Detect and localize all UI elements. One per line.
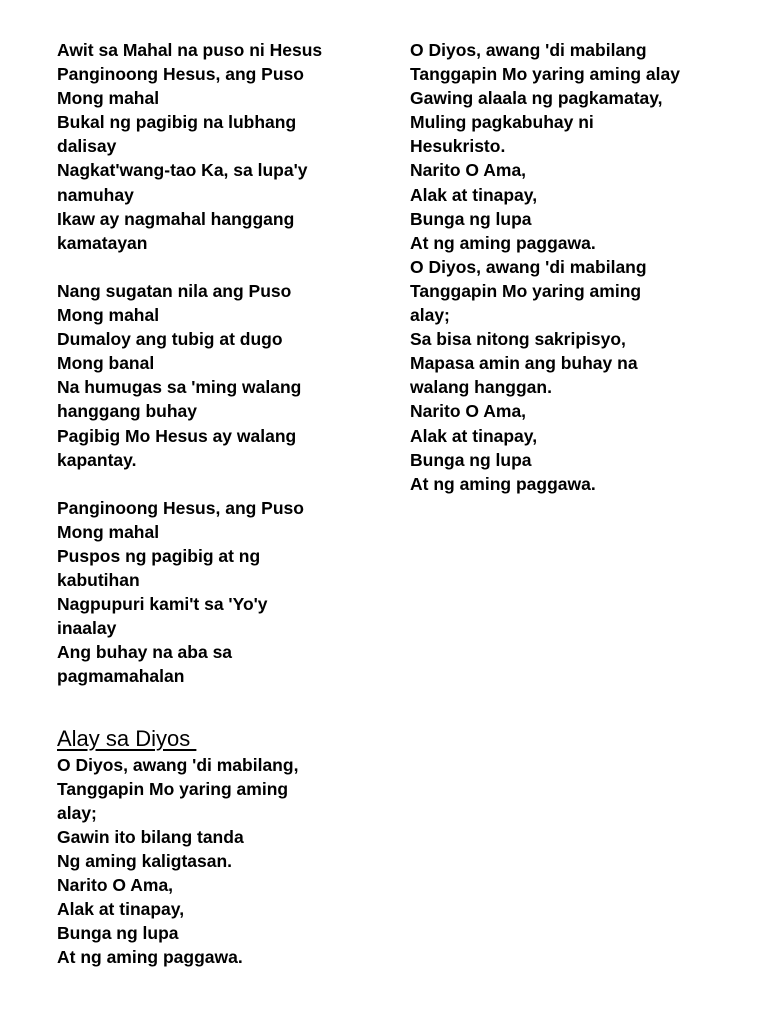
lyric-line: kamatayan xyxy=(57,232,148,253)
lyric-line: Na humugas sa 'ming walang xyxy=(57,377,302,398)
lyric-line: Puspos ng pagibig at ng xyxy=(57,545,261,566)
lyric-line: At ng aming paggawa. xyxy=(57,947,243,968)
lyric-line: Alak at tinapay, xyxy=(57,899,185,920)
stanza-gap xyxy=(57,689,377,713)
lyric-line: Dumaloy ang tubig at dugo xyxy=(57,329,283,350)
lyric-line: Hesukristo. xyxy=(410,136,506,157)
lyric-line: Pagibig Mo Hesus ay walang xyxy=(57,425,297,446)
lyric-line: hanggang buhay xyxy=(57,401,197,422)
lyric-line: Awit sa Mahal na puso ni Hesus xyxy=(57,40,323,60)
lyric-line: dalisay xyxy=(57,136,117,157)
lyric-line: Alak at tinapay, xyxy=(410,425,538,446)
lyric-line: walang hanggan. xyxy=(410,377,552,398)
section-heading: Alay sa Diyos xyxy=(57,725,197,751)
lyric-line: Mong mahal xyxy=(57,88,160,109)
lyric-line: namuhay xyxy=(57,184,134,205)
lyric-line: Alak at tinapay, xyxy=(410,184,538,205)
lyric-line: Gawin ito bilang tanda xyxy=(57,826,244,847)
stanza-1 xyxy=(57,38,377,255)
lyric-line: Ikaw ay nagmahal hanggang xyxy=(57,208,295,229)
lyric-line: alay; xyxy=(57,802,97,823)
lyric-line: Nang sugatan nila ang Puso xyxy=(57,280,292,301)
lyric-line: kabutihan xyxy=(57,570,140,591)
lyric-line: Bunga ng lupa xyxy=(410,208,532,229)
lyric-line: Panginoong Hesus, ang Puso xyxy=(57,64,304,85)
lyric-line: Tanggapin Mo yaring aming xyxy=(410,280,642,301)
lyric-line: inaalay xyxy=(57,618,117,639)
lyric-line: Nagpupuri kami't sa 'Yo'y xyxy=(57,594,268,615)
lyric-line: Tanggapin Mo yaring aming xyxy=(57,778,289,799)
lyric-line: Bunga ng lupa xyxy=(57,923,179,944)
lyric-line: Bunga ng lupa xyxy=(410,449,532,470)
lyric-line: Mong mahal xyxy=(57,521,160,542)
stanza-gap xyxy=(57,472,377,496)
lyric-line: Sa bisa nitong sakripisyo, xyxy=(410,329,626,350)
lyric-line: pagmamahalan xyxy=(57,666,185,687)
left-column xyxy=(57,38,377,969)
lyric-line: Mapasa amin ang buhay na xyxy=(410,353,638,374)
lyric-line: Mong mahal xyxy=(57,305,160,326)
lyric-line: Muling pagkabuhay ni xyxy=(410,112,594,133)
stanza-2 xyxy=(57,279,377,472)
lyric-line: At ng aming paggawa. xyxy=(410,473,596,494)
lyric-line: O Diyos, awang 'di mabilang xyxy=(410,40,647,60)
stanza-3 xyxy=(57,496,377,689)
lyric-line: kapantay. xyxy=(57,449,137,470)
lyric-line: O Diyos, awang 'di mabilang, xyxy=(57,754,299,775)
stanza-4 xyxy=(57,753,377,970)
lyric-line: Ang buhay na aba sa xyxy=(57,642,233,663)
lyric-line: Tanggapin Mo yaring aming alay xyxy=(410,64,680,85)
lyric-line: Narito O Ama, xyxy=(410,401,527,422)
lyric-line: alay; xyxy=(410,305,450,326)
lyric-line: Gawing alaala ng pagkamatay, xyxy=(410,88,663,109)
lyric-line: Bukal ng pagibig na lubhang xyxy=(57,112,297,133)
lyric-line: O Diyos, awang 'di mabilang xyxy=(410,256,647,277)
lyric-line: Nagkat'wang-tao Ka, sa lupa'y xyxy=(57,160,308,181)
lyric-line: Panginoong Hesus, ang Puso xyxy=(57,497,304,518)
right-column xyxy=(410,38,740,496)
lyric-line: Narito O Ama, xyxy=(57,875,174,896)
lyric-line: Ng aming kaligtasan. xyxy=(57,851,233,871)
lyric-line: Narito O Ama, xyxy=(410,160,527,181)
lyric-line: Mong banal xyxy=(57,353,155,374)
lyric-line: At ng aming paggawa. xyxy=(410,232,596,253)
stanza-gap xyxy=(57,255,377,279)
